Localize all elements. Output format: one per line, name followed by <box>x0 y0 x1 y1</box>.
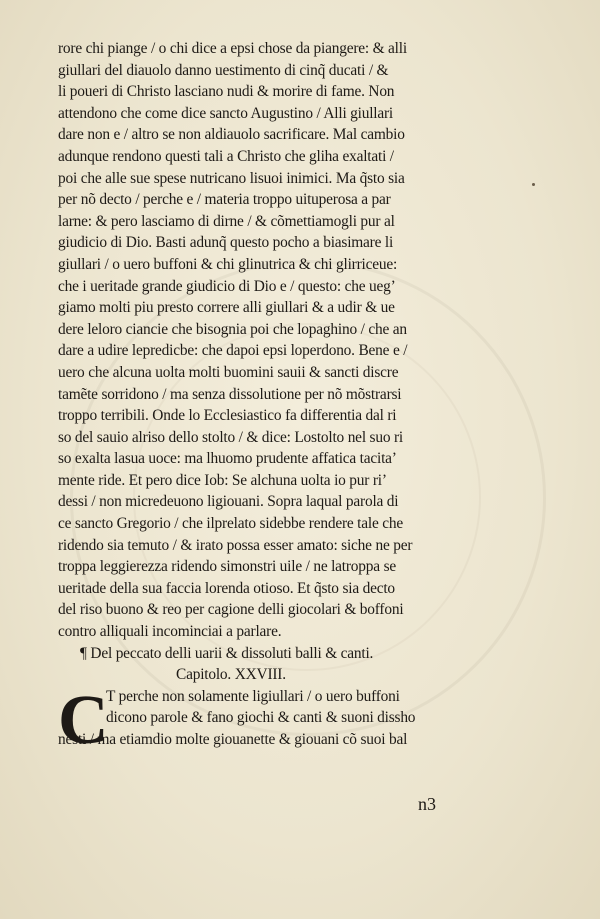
text-line: so del sauio alriso dello stolto / & dice: Lostolto nel suo ri <box>58 428 403 446</box>
ink-spot <box>532 183 535 186</box>
text-line: giullari del diauolo danno uestimento di cinq̃ ducati / & <box>58 61 389 79</box>
text-line: mente ride. Et pero dice Iob: Se alchuna uolta io pur riʼ <box>58 471 387 489</box>
chapter-title: Capitolo. XXVIII. <box>176 666 286 684</box>
text-line: larne: & pero lasciamo di dirne / & cõmettiamogli pur al <box>58 212 395 230</box>
drop-cap-paragraph <box>58 681 492 759</box>
text-line: contro alliquali incominciai a parlare. <box>58 623 282 641</box>
text-line: T perche non solamente ligiullari / o uero buffoni <box>106 687 400 705</box>
text-line: troppo terribili. Onde lo Ecclesiastico fa differentia dal ri <box>58 407 397 425</box>
text-line: ridendo sia temuto / & irato possa esser amato: siche ne per <box>58 536 413 554</box>
text-line: che i ueritade grande giudicio di Dio e / questo: che uegʼ <box>58 277 396 295</box>
text-line: dere leloro ciancie che bisognia poi che lopaghino / che an <box>58 320 407 338</box>
text-line: ueritade della sua faccia lorenda otioso. Et q̃sto sia decto <box>58 579 395 597</box>
text-block <box>58 38 492 759</box>
drop-cap: C <box>58 681 109 759</box>
text-line: rore chi piange / o chi dice a epsi chose da piangere: & alli <box>58 40 407 57</box>
text-line: del riso buono & reo per cagione delli giocolari & boffoni <box>58 601 404 619</box>
text-line: so exalta lasua uoce: ma lhuomo prudente affatica tacitaʼ <box>58 450 397 468</box>
text-line: dare non e / altro se non aldiauolo sacrificare. Mal cambio <box>58 126 405 144</box>
text-line: troppa leggierezza ridendo simonstri uile / ne latroppa se <box>58 558 396 576</box>
text-line: dicono parole & fano giochi & canti & suoni dissho <box>106 709 416 727</box>
text-line: ce sancto Gregorio / che ilprelato sidebbe rendere tale che <box>58 515 404 533</box>
text-line: dare a udire lepredicbe: che dapoi epsi loperdono. Bene e / <box>58 342 408 360</box>
text-line: adunque rendono questi tali a Christo che gliha exaltati / <box>58 147 394 165</box>
text-line: li poueri di Christo lasciano nudi & morire di fame. Non <box>58 83 395 101</box>
text-line: poi che alle sue spese nutricano lisuoi inimici. Ma q̃sto sia <box>58 169 405 187</box>
text-line: dessi / non micredeuono ligiouani. Sopra laqual parola di <box>58 493 399 511</box>
section-heading: ¶ Del peccato delli uarii & dissoluti balli & canti. <box>80 644 374 662</box>
text-line: uero che alcuna uolta molti buomini sauii & sancti discre <box>58 363 399 381</box>
text-line: giullari / o uero buffoni & chi glinutrica & chi glirriceue: <box>58 255 398 273</box>
text-line: attendono che come dice sancto Augustino / Alli giullari <box>58 104 394 122</box>
text-line: tamẽte sorridono / ma senza dissolutione per nõ mõstrarsi <box>58 385 402 403</box>
text-line: giamo molti piu presto correre alli giullari & a udir & ue <box>58 299 395 317</box>
text-line: per nõ decto / perche e / materia troppo uituperosa a par <box>58 191 391 209</box>
text-line: nesti / ma etiamdio molte giouanette & giouani cõ suoi bal <box>58 731 408 748</box>
signature-mark: n3 <box>418 794 436 814</box>
text-line: giudicio di Dio. Basti adunq̃ questo pocho a biasimare li <box>58 234 394 252</box>
